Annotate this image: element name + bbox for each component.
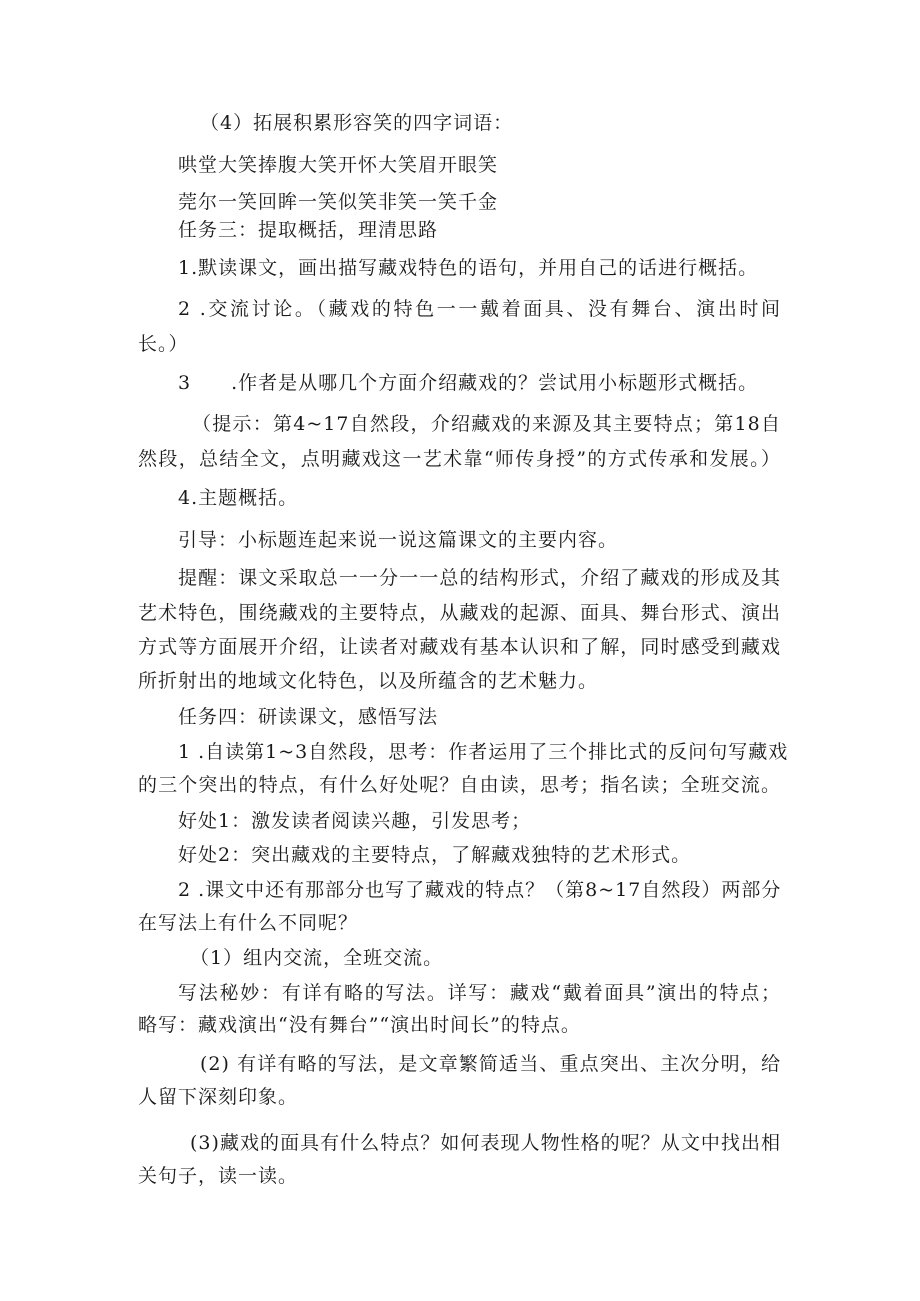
read-step-1-text-cont: 的三个突出的特点，有什么好处呢？自由读，思考；指名读；全班交流。 — [138, 774, 781, 796]
step-2-text-cont: 长。） — [138, 333, 189, 355]
idiom-line-1: 哄堂大笑捧腹大笑开怀大笑眉开眼笑 — [178, 154, 499, 176]
reminder-text-cont-2: 方式等方面展开介绍，让读者对藏戏有基本认识和了解，同时感受到藏戏 — [138, 636, 781, 658]
writing-secret-text-cont: 略写：藏戏演出“没有舞台”“演出时间长”的特点。 — [138, 1014, 581, 1036]
hint-text: （提示：第4~17自然段，介绍藏戏的来源及其主要特点；第18自 — [192, 413, 781, 435]
sub-step-1-text: （1）组内交流，全班交流。 — [190, 947, 444, 969]
reminder-text-cont-1: 艺术特色，围绕藏戏的主要特点，从藏戏的起源、面具、舞台形式、演出 — [138, 602, 781, 624]
sub-step-2-text: (2) 有详有略的写法，是文章繁简适当、重点突出、主次分明，给 — [200, 1053, 781, 1075]
sub-step-2-text-cont: 人留下深刻印象。 — [138, 1086, 299, 1108]
read-step-1-text: 1 .自读第1~3自然段，思考：作者运用了三个排比式的反问句写藏戏 — [178, 741, 789, 763]
hint-text-cont: 然段，总结全文，点明藏戏这一艺术靠“师传身授”的方式传承和发展。） — [138, 448, 781, 470]
step-2-text: 2 .交流讨论。（藏戏的特色一一戴着面具、没有舞台、演出时间 — [178, 298, 781, 320]
writing-secret-text: 写法秘妙：有详有略的写法。详写：藏戏“戴着面具”演出的特点； — [178, 982, 781, 1004]
task-three-heading: 任务三：提取概括，理清思路 — [178, 219, 439, 241]
step-1-text: 1.默读课文，画出描写藏戏特色的语句，并用自己的话进行概括。 — [178, 257, 759, 279]
benefit-2-text: 好处2：突出藏戏的主要特点，了解藏戏独特的艺术形式。 — [178, 844, 692, 866]
sub-step-3-text-cont: 关句子，读一读。 — [138, 1165, 299, 1187]
task-four-heading: 任务四：研读课文，感悟写法 — [178, 706, 439, 728]
benefit-1-text: 好处1：激发读者阅读兴趣，引发思考； — [178, 810, 532, 832]
read-step-2-text: 2 .课文中还有那部分也写了藏戏的特点？（第8~17自然段）两部分 — [178, 879, 782, 901]
guide-text: 引导：小标题连起来说一说这篇课文的主要内容。 — [178, 529, 619, 551]
idiom-line-2: 莞尔一笑回眸一笑似笑非笑一笑千金 — [178, 191, 499, 213]
reminder-text: 提醒：课文采取总一一分一一总的结构形式，介绍了藏戏的形成及其 — [178, 567, 781, 589]
step-4-text: 4.主题概括。 — [178, 487, 299, 509]
step-3-text: 3 .作者是从哪几个方面介绍藏戏的？尝试用小标题形式概括。 — [178, 372, 759, 394]
reminder-text-cont-3: 所折射出的地域文化特色，以及所蕴含的艺术魅力。 — [138, 670, 599, 692]
subitem-4-heading: （4）拓展积累形容笑的四字词语： — [200, 112, 514, 134]
sub-step-3-text: (3)藏戏的面具有什么特点？如何表现人物性格的呢？从文中找出相 — [190, 1132, 781, 1154]
read-step-2-text-cont: 在写法上有什么不同呢？ — [138, 912, 359, 934]
